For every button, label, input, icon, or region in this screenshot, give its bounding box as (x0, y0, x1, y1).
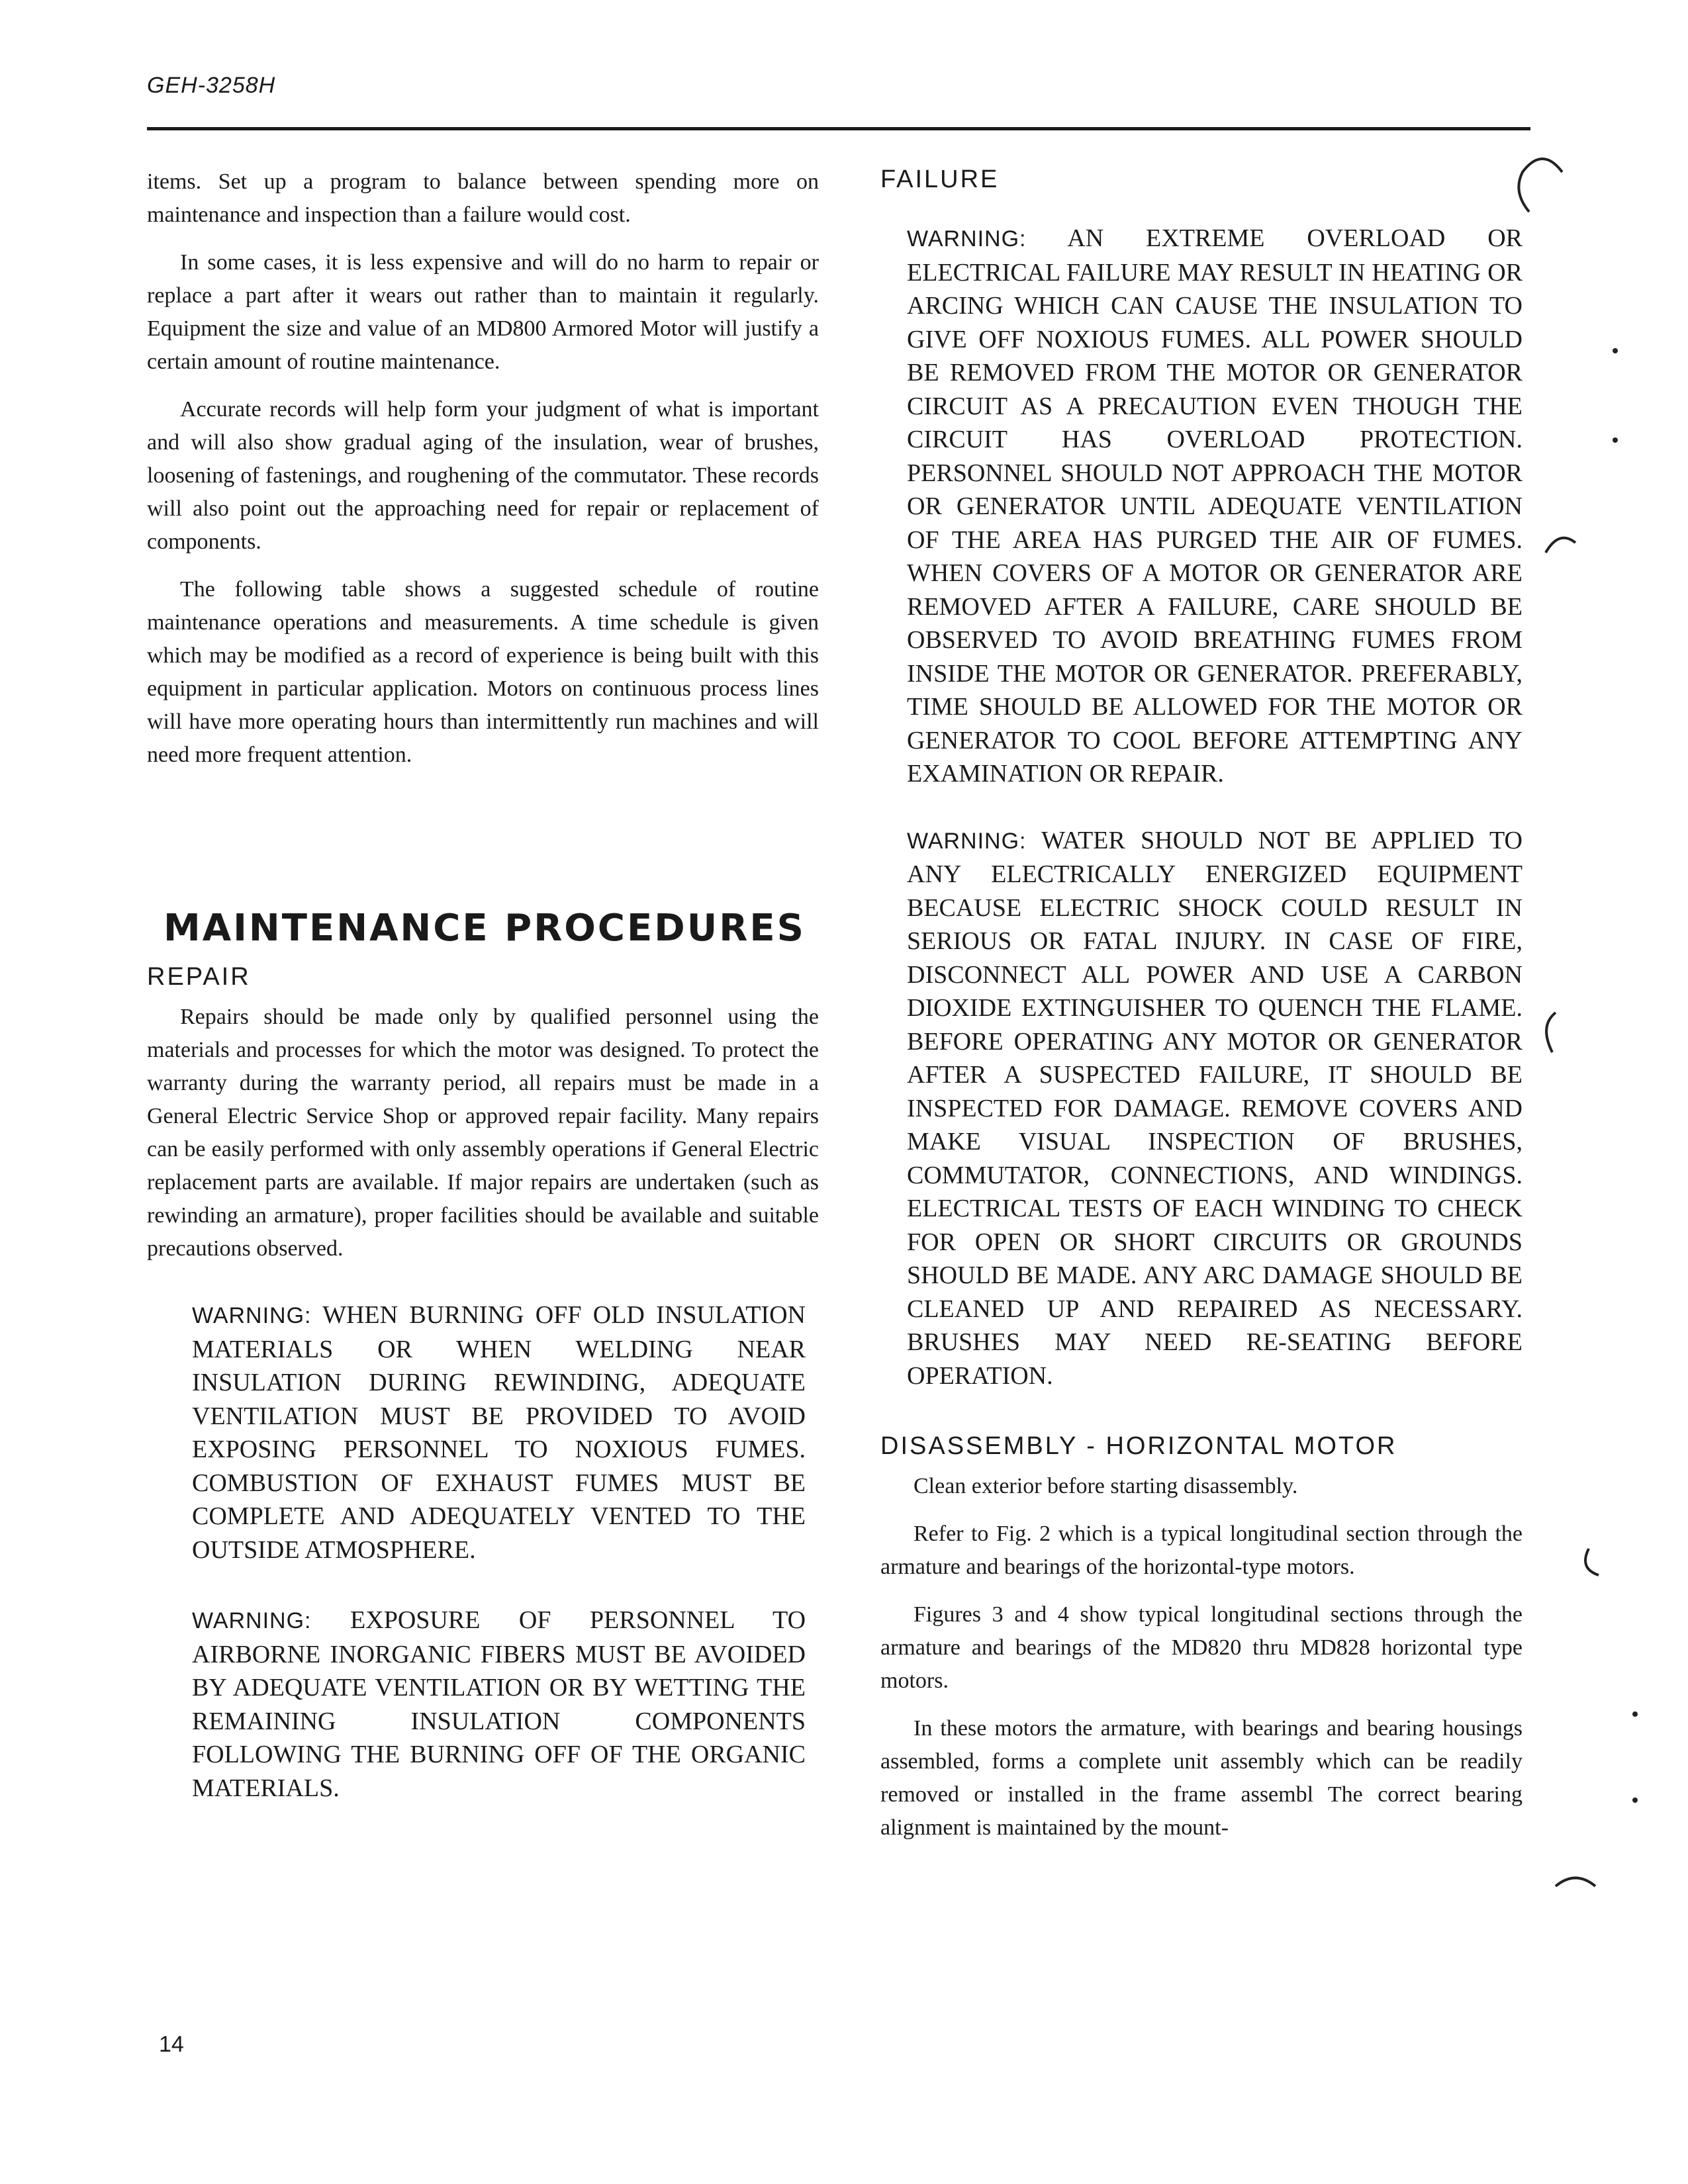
paragraph: items. Set up a program to balance between spending more on maintenance and inspection than a failure would cost. (147, 169, 819, 227)
disassembly-heading: DISASSEMBLY - HORIZONTAL MOTOR (880, 1432, 1397, 1460)
warning-label: WARNING: (192, 1303, 312, 1328)
paragraph: Refer to Fig. 2 which is a typical longitudinal section through the armature and bearings of the horizontal-type motors. (880, 1522, 1523, 1579)
scan-mark (1632, 1711, 1638, 1717)
document-id: GEH-3258H (147, 73, 276, 98)
warning-text: EXPOSURE OF PERSONNEL TO AIRBORNE INORGANIC FIBERS MUST BE AVOIDED BY ADEQUATE VENTILATION OR BY WETTING THE REMAINING INSULATION COMPONENTS FOLLOWING THE BURNING OFF OF THE ORGANIC MATERIALS. (192, 1606, 806, 1802)
warning-label: WARNING: (192, 1608, 312, 1633)
warning-label: WARNING: (907, 828, 1027, 854)
paragraph: Accurate records will help form your judgment of what is important and will also show gradual aging of the insulation, wear of brushes, loosening of fastenings, and roughening of the commutator. These records will also point out the approaching need for repair or replacement of components. (147, 397, 819, 554)
scan-mark (1519, 159, 1562, 212)
warning-text: WHEN BURNING OFF OLD INSULATION MATERIALS OR WHEN WELDING NEAR INSULATION DURING REWINDING, ADEQUATE VENTILATION MUST BE PROVIDED TO AVOID EXPOSING PERSONNEL TO NOXIOUS FUMES. COMBUSTION OF EXHAUST FUMES MUST BE COMPLETE AND ADEQUATELY VENTED TO THE OUTSIDE ATMOSPHERE. (192, 1301, 806, 1564)
warning-text: WATER SHOULD NOT BE APPLIED TO ANY ELECTRICALLY ENERGIZED EQUIPMENT BECAUSE ELECTRIC SHOCK COULD RESULT IN SERIOUS OR FATAL INJURY. IN CASE OF FIRE, DISCONNECT ALL POWER AND USE A CARBON DIOXIDE EXTINGUISHER TO QUENCH THE FLAME. BEFORE OPERATING ANY MOTOR OR GENERATOR AFTER A SUSPECTED FAILURE, IT SHOULD BE INSPECTED FOR DAMAGE. REMOVE COVERS AND MAKE VISUAL INSPECTION OF BRUSHES, COMMUTATOR, CONNECTIONS, AND WINDINGS. ELECTRICAL TESTS OF EACH WINDING TO CHECK FOR OPEN OR SHORT CIRCUITS OR GROUNDS SHOULD BE MADE. ANY ARC DAMAGE SHOULD BE CLEANED UP AND REPAIRED AS NECESSARY. BRUSHES MAY NEED RE-SEATING BEFORE OPERATION. (907, 826, 1523, 1390)
paragraph: The following table shows a suggested schedule of routine maintenance operations and measurements. A time schedule is given which may be modified as a record of experience is being built with this equipment in particular application. Motors on continuous process lines will have more operating hours than intermittently run machines and will need more frequent attention. (147, 577, 819, 767)
scan-mark (1613, 348, 1618, 353)
scan-mark (1546, 1013, 1556, 1052)
paragraph: In some cases, it is less expensive and will do no harm to repair or replace a part after it wears out rather than to maintain it regularly. Equipment the size and value of an MD800 Armored Motor will justify a certain amount of routine maintenance. (147, 250, 819, 374)
failure-heading: FAILURE (880, 165, 1000, 193)
scan-mark (1585, 1549, 1599, 1575)
warning-text: AN EXTREME OVERLOAD OR ELECTRICAL FAILURE MAY RESULT IN HEATING OR ARCING WHICH CAN CAUSE THE INSULATION TO GIVE OFF NOXIOUS FUMES. ALL POWER SHOULD BE REMOVED FROM THE MOTOR OR GENERATOR CIRCUIT AS A PRECAUTION EVEN THOUGH THE CIRCUIT HAS OVERLOAD PROTECTION. PERSONNEL SHOULD NOT APPROACH THE MOTOR OR GENERATOR UNTIL ADEQUATE VENTILATION OF THE AREA HAS PURGED THE AIR OF FUMES. WHEN COVERS OF A MOTOR OR GENERATOR ARE REMOVED AFTER A FAILURE, CARE SHOULD BE OBSERVED TO AVOID BREATHING FUMES FROM INSIDE THE MOTOR OR GENERATOR. PREFERABLY, TIME SHOULD BE ALLOWED FOR THE MOTOR OR GENERATOR TO COOL BEFORE ATTEMPTING ANY EXAMINATION OR REPAIR. (907, 224, 1523, 788)
repair-heading: REPAIR (147, 963, 251, 991)
scan-mark (1632, 1797, 1638, 1803)
scan-mark (1613, 437, 1618, 443)
scan-mark (1556, 1878, 1595, 1887)
warning-label: WARNING: (907, 226, 1027, 251)
repair-paragraph: Repairs should be made only by qualified personnel using the materials and processes for which the motor was designed. To protect the warranty during the warranty period, all repairs must be made in a General Electric Service Shop or approved repair facility. Many repairs can be easily performed with only assembly operations if General Electric replacement parts are available. If major repairs are undertaken (such as rewinding an armature), proper facilities should be available and suitable precautions observed. (147, 1005, 819, 1261)
paragraph: In these motors the armature, with bearings and bearing housings assembled, forms a complete unit assembly which can be readily removed or installed in the frame assembl The correct bearing alignment is maintained by the mount- (880, 1716, 1523, 1840)
paragraph: Figures 3 and 4 show typical longitudinal sections through the armature and bearings of the MD820 thru MD828 horizontal type motors. (880, 1602, 1523, 1693)
section-title: MAINTENANCE PROCEDURES (164, 907, 806, 950)
scan-mark (1546, 538, 1575, 553)
page-number: 14 (159, 2032, 184, 2057)
paragraph: Clean exterior before starting disassembly. (914, 1474, 1298, 1498)
